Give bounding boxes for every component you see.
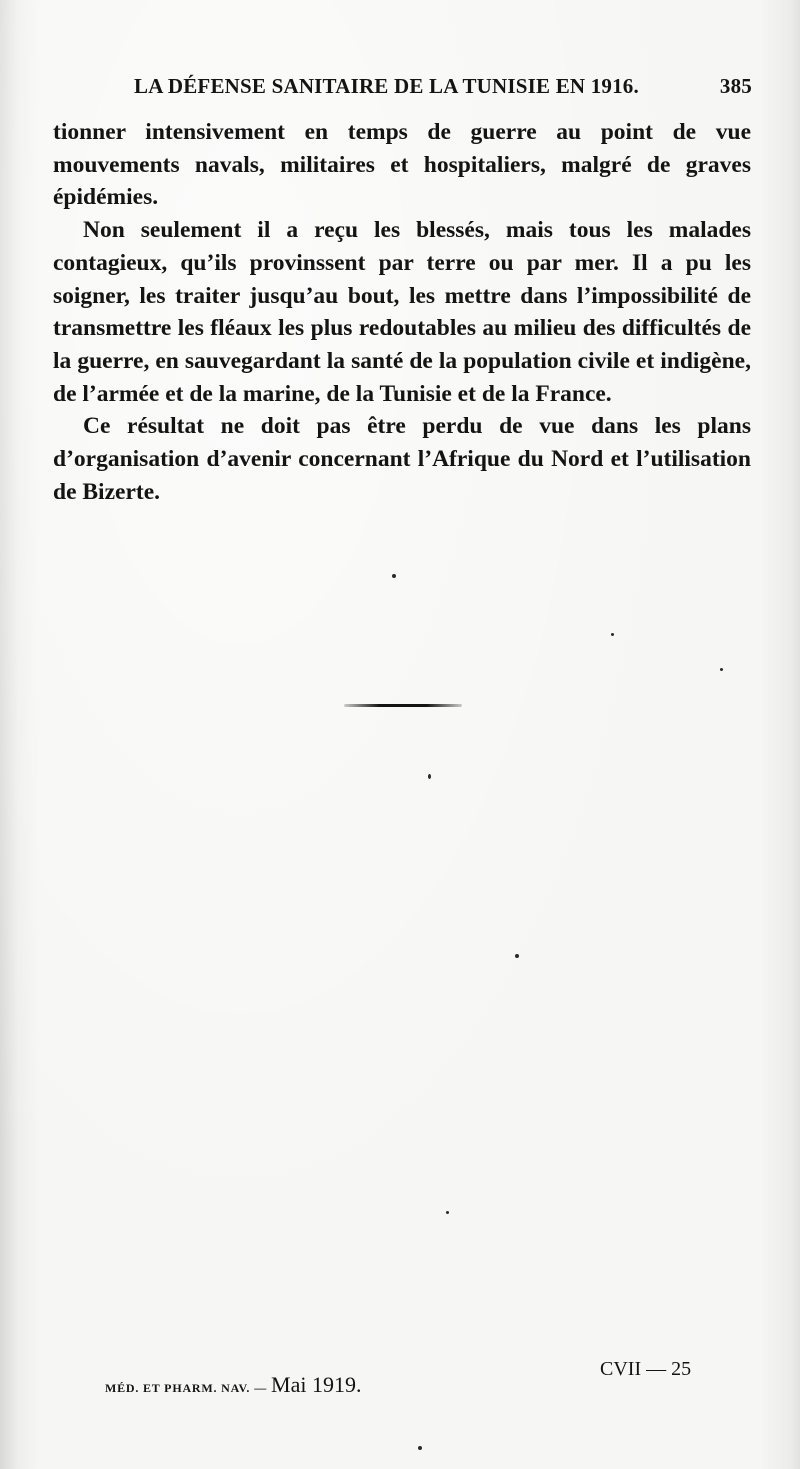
paragraph-continuation: tionner intensivement en temps de guerre au point de vue mouvements navals, militaires et hospitaliers, malgré de graves épidémies. — [53, 119, 751, 211]
footer-journal-line — [105, 1372, 361, 1398]
scan-speck — [611, 633, 614, 636]
body-text — [53, 116, 751, 508]
running-head-title: LA DÉFENSE SANITAIRE DE LA TUNISIE EN 1916. — [134, 74, 639, 98]
scan-speck — [446, 1211, 449, 1214]
scan-speck — [418, 1446, 422, 1450]
running-head — [52, 74, 752, 104]
scan-speck — [428, 774, 431, 779]
section-end-rule — [344, 704, 462, 707]
footer-journal: MÉD. ET PHARM. NAV. — [105, 1381, 251, 1395]
footer-dash: — — [254, 1381, 268, 1395]
page-number: 385 — [719, 74, 752, 98]
footer-signature: CVII — 25 — [600, 1358, 692, 1380]
scan-speck — [720, 668, 723, 671]
paragraph: Ce résultat ne doit pas être perdu de vue dans les plans d’organisation d’avenir concernant l’Afrique du Nord et l’utilisation de Bizerte. — [53, 413, 751, 505]
scan-speck — [392, 574, 396, 578]
scan-speck — [515, 954, 519, 958]
footer-date: Mai 1919. — [271, 1372, 362, 1397]
paragraph: Non seulement il a reçu les blessés, mais tous les malades contagieux, qu’ils provinssent par terre ou par mer. Il a pu les soigner, les traiter jusqu’au bout, les mettre dans l’impossibilité de transmettre les fléaux les plus redoutables au milieu des difficultés de la guerre, en sauvegardant la santé de la population civile et indigène, de l’armée et de la marine, de la Tunisie et de la France. — [53, 217, 751, 407]
